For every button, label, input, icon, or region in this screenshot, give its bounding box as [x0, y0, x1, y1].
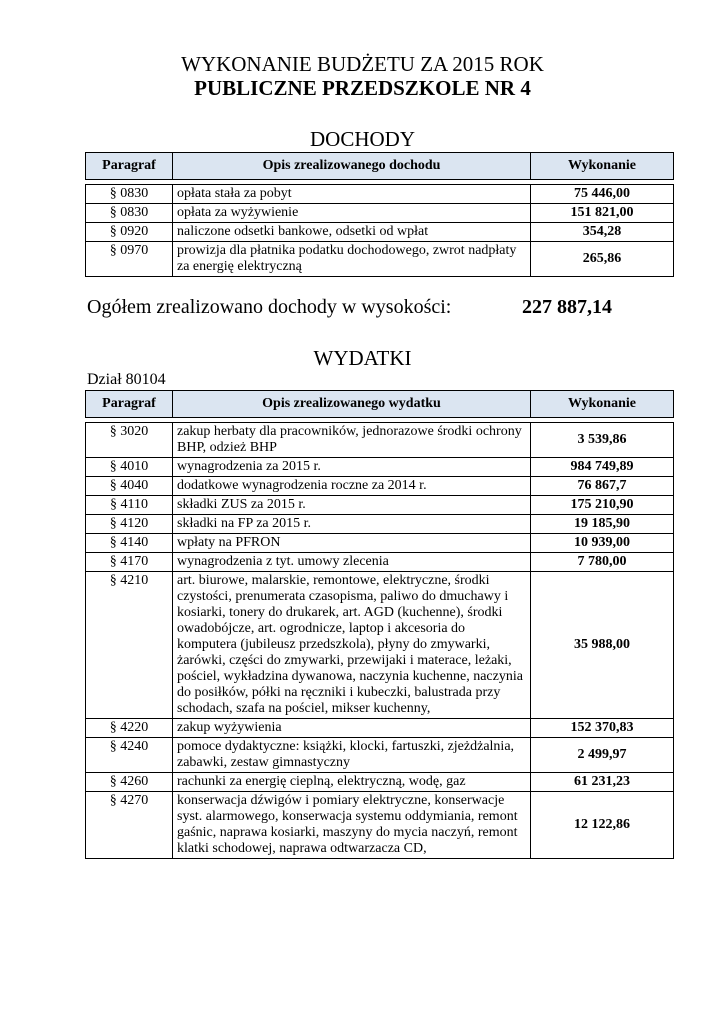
row-amount: 3 539,86 — [531, 423, 674, 458]
row-description: konserwacja dźwigów i pomiary elektryczne, konserwacje syst. alarmowego, konserwacja systemu oddymiania, remont gaśnic, naprawa kosiarki, maszyny do mycia naczyń, remont klatki schodowej, naprawa odtwarzacza CD, — [173, 792, 531, 859]
table-row — [86, 515, 674, 534]
row-paragraph: § 4220 — [86, 719, 173, 738]
row-amount: 152 370,83 — [531, 719, 674, 738]
income-col-paragraph: Paragraf — [86, 153, 173, 180]
row-amount: 75 446,00 — [531, 185, 674, 204]
row-description: składki na FP za 2015 r. — [173, 515, 531, 534]
table-row — [86, 477, 674, 496]
row-amount: 10 939,00 — [531, 534, 674, 553]
row-description: rachunki za energię cieplną, elektryczną, wodę, gaz — [173, 773, 531, 792]
row-paragraph: § 4110 — [86, 496, 173, 515]
row-description: zakup herbaty dla pracowników, jednorazowe środki ochrony BHP, odzież BHP — [173, 423, 531, 458]
income-total-label: Ogółem zrealizowano dochody w wysokości: — [87, 296, 452, 318]
row-amount: 175 210,90 — [531, 496, 674, 515]
row-description: składki ZUS za 2015 r. — [173, 496, 531, 515]
row-paragraph: § 0830 — [86, 185, 173, 204]
table-row — [86, 773, 674, 792]
table-row — [86, 553, 674, 572]
row-paragraph: § 4010 — [86, 458, 173, 477]
row-paragraph: § 4260 — [86, 773, 173, 792]
row-paragraph: § 0830 — [86, 204, 173, 223]
table-row — [86, 738, 674, 773]
expenses-col-amount: Wykonanie — [531, 391, 674, 418]
section-label: Dział 80104 — [87, 371, 166, 388]
table-row — [86, 572, 674, 719]
row-description: prowizja dla płatnika podatku dochodowego, zwrot nadpłaty za energię elektryczną — [173, 242, 531, 277]
row-amount: 35 988,00 — [531, 572, 674, 719]
row-description: wpłaty na PFRON — [173, 534, 531, 553]
row-amount: 19 185,90 — [531, 515, 674, 534]
row-amount: 2 499,97 — [531, 738, 674, 773]
row-amount: 151 821,00 — [531, 204, 674, 223]
row-paragraph: § 4040 — [86, 477, 173, 496]
income-col-amount: Wykonanie — [531, 153, 674, 180]
row-amount: 76 867,7 — [531, 477, 674, 496]
row-description: zakup wyżywienia — [173, 719, 531, 738]
expenses-col-description: Opis zrealizowanego wydatku — [173, 391, 531, 418]
row-amount: 354,28 — [531, 223, 674, 242]
income-heading: DOCHODY — [310, 127, 415, 151]
row-amount: 7 780,00 — [531, 553, 674, 572]
table-row — [86, 223, 674, 242]
row-description: pomoce dydaktyczne: książki, klocki, fartuszki, zjeżdżalnia, zabawki, zestaw gimnastyczny — [173, 738, 531, 773]
row-description: opłata za wyżywienie — [173, 204, 531, 223]
row-description: naliczone odsetki bankowe, odsetki od wpłat — [173, 223, 531, 242]
row-amount: 12 122,86 — [531, 792, 674, 859]
table-row — [86, 792, 674, 859]
row-amount: 265,86 — [531, 242, 674, 277]
table-row — [86, 423, 674, 458]
row-paragraph: § 4140 — [86, 534, 173, 553]
table-row — [86, 534, 674, 553]
table-row — [86, 204, 674, 223]
document-subtitle: PUBLICZNE PRZEDSZKOLE NR 4 — [194, 76, 531, 100]
table-row — [86, 719, 674, 738]
expenses-table — [85, 390, 674, 859]
row-paragraph: § 4120 — [86, 515, 173, 534]
income-col-description: Opis zrealizowanego dochodu — [173, 153, 531, 180]
row-paragraph: § 4270 — [86, 792, 173, 859]
row-description: wynagrodzenia za 2015 r. — [173, 458, 531, 477]
row-paragraph: § 0970 — [86, 242, 173, 277]
expenses-heading: WYDATKI — [313, 346, 412, 370]
row-description: art. biurowe, malarskie, remontowe, elektryczne, środki czystości, prenumerata czasopisma, paliwo do dmuchawy i kosiarki, tonery do drukarek, art. AGD (kuchenne), środki owadobójcze, art. ogrodnicze, laptop i akcesoria do komputera (jubileusz przedszkola), płyny do zmywarki, żarówki, części do zmywarki, przewijaki i materace, leżaki, pościel, wykładzina dywanowa, naczynia kuchenne, naczynia do posiłków, półki na ręczniki i kubeczki, balustrada przy schodach, szafa na pościel, mikser kuchenny, — [173, 572, 531, 719]
row-description: wynagrodzenia z tyt. umowy zlecenia — [173, 553, 531, 572]
table-row — [86, 458, 674, 477]
table-row — [86, 242, 674, 277]
row-paragraph: § 4210 — [86, 572, 173, 719]
row-description: opłata stała za pobyt — [173, 185, 531, 204]
income-table — [85, 152, 674, 277]
expenses-col-paragraph: Paragraf — [86, 391, 173, 418]
row-paragraph: § 4170 — [86, 553, 173, 572]
row-paragraph: § 4240 — [86, 738, 173, 773]
table-row — [86, 185, 674, 204]
row-amount: 61 231,23 — [531, 773, 674, 792]
row-description: dodatkowe wynagrodzenia roczne za 2014 r. — [173, 477, 531, 496]
document-title: WYKONANIE BUDŻETU ZA 2015 ROK — [181, 52, 544, 76]
row-paragraph: § 3020 — [86, 423, 173, 458]
row-paragraph: § 0920 — [86, 223, 173, 242]
table-row — [86, 496, 674, 515]
income-total-value: 227 887,14 — [522, 296, 612, 318]
income-header-row — [86, 153, 674, 180]
row-amount: 984 749,89 — [531, 458, 674, 477]
expenses-header-row — [86, 391, 674, 418]
